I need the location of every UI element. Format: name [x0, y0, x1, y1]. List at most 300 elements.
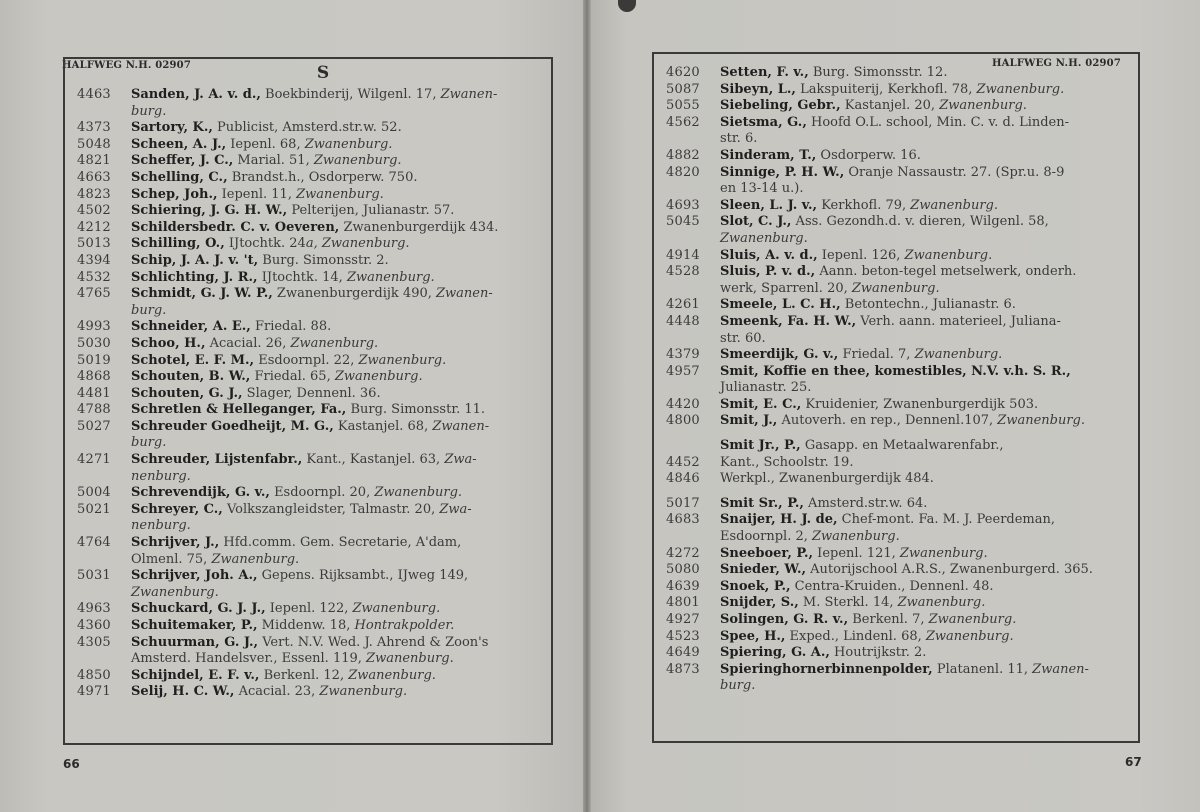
entry-continuation: [654, 181, 1138, 198]
entry-address: Friedal. 88.: [250, 319, 332, 335]
entry-address: Kastanjel. 68,: [333, 418, 433, 434]
directory-entry: [654, 198, 1138, 215]
phone-number: 4420: [666, 396, 700, 412]
directory-entry: [65, 170, 551, 187]
directory-entry: [65, 87, 551, 104]
entry-continuation: [65, 651, 551, 668]
entry-name: Sinnige, P. H. W.,: [720, 164, 845, 180]
phone-number: 4212: [77, 219, 111, 235]
entry-text: [720, 562, 1138, 579]
entry-continuation: [65, 469, 551, 486]
phone-number: 4788: [77, 402, 111, 418]
entry-place: Zwanen-: [436, 286, 493, 302]
continuation-text: Esdoornpl. 2,: [720, 529, 813, 545]
entry-name: Sietsma, G.,: [720, 114, 807, 130]
entry-name: Spee, H.,: [720, 628, 786, 644]
phone-number: 4764: [77, 535, 111, 551]
entry-name: Schmidt, G. J. W. P.,: [131, 286, 273, 302]
entry-text: [131, 170, 551, 187]
entry-text: [720, 438, 1138, 455]
entry-place: Zwanenburg.: [910, 197, 999, 213]
entry-text: [720, 595, 1138, 612]
entry-name: Smeerdijk, G. v.,: [720, 347, 839, 363]
entry-name: Schlichting, J. R.,: [131, 269, 258, 285]
entry-name: Schoo, H.,: [131, 335, 206, 351]
directory-entry: [654, 471, 1138, 488]
directory-entry: [654, 364, 1138, 381]
phone-number: 4394: [77, 252, 111, 268]
entry-address: Friedal. 7,: [838, 347, 915, 363]
entry-text: [720, 198, 1138, 215]
entry-name: Smit, Koffie en thee, komestibles, N.V. v.h. S. R.,: [720, 363, 1071, 379]
phone-number: 4765: [77, 286, 111, 302]
entry-text: [720, 579, 1138, 596]
entry-name: Scheffer, J. C.,: [131, 153, 234, 169]
entry-address: IJtochtk. 14,: [257, 269, 347, 285]
entry-text: [720, 612, 1138, 629]
entry-address: Esdoornpl. 22,: [254, 352, 359, 368]
entry-place: Zwanenburg.: [358, 352, 447, 368]
entry-name: Smeenk, Fa. H. W.,: [720, 313, 857, 329]
entry-place: Zwanenburg.: [313, 153, 402, 169]
entry-name: Schijndel, E. F. v.,: [131, 667, 260, 683]
entry-continuation: [65, 435, 551, 452]
entry-address: Pelterijen, Julianastr. 57.: [287, 203, 455, 219]
directory-entry: [65, 319, 551, 336]
entry-address: Volkszangleidster, Talmastr. 20,: [222, 501, 440, 517]
entry-name: Schrijver, J.,: [131, 535, 220, 551]
entry-text: [720, 314, 1138, 331]
continuation-place: nenburg.: [131, 518, 191, 534]
entry-text: [131, 153, 551, 170]
phone-number: 4305: [77, 634, 111, 650]
phone-number: 4562: [666, 114, 700, 130]
directory-entry: [65, 502, 551, 519]
entry-address: Kerkhofl. 79,: [817, 197, 911, 213]
continuation-text: Julianastr. 25.: [720, 380, 812, 396]
phone-number: 4649: [666, 645, 700, 661]
entry-text: [720, 98, 1138, 115]
entry-place: Zwanenburg.: [348, 667, 436, 683]
entry-name: Snieder, W.,: [720, 562, 806, 578]
entry-name: Siebeling, Gebr.,: [720, 98, 841, 114]
entry-name: Snaijer, H. J. de,: [720, 512, 838, 528]
entry-address: Kastanjel. 20,: [840, 98, 940, 114]
directory-entry: [65, 402, 551, 419]
entry-continuation: [654, 678, 1138, 695]
directory-entry: [654, 264, 1138, 281]
entry-text: [720, 471, 1138, 488]
entry-name: Schneider, A. E.,: [131, 319, 251, 335]
phone-number: 4663: [77, 169, 111, 185]
directory-entry: [65, 253, 551, 270]
directory-entry: [654, 347, 1138, 364]
entry-text: [131, 386, 551, 403]
entry-address: Verh. aann. materieel, Juliana-: [856, 313, 1061, 329]
entry-text: [131, 369, 551, 386]
entry-gap: [654, 488, 1138, 496]
entry-address: Iepenl. 68,: [226, 136, 305, 152]
continuation-place: Zwanenburg.: [720, 230, 808, 246]
continuation-place: Zwanenburg.: [812, 529, 900, 545]
directory-entry: [65, 187, 551, 204]
entry-place: Zwanenburg.: [334, 369, 423, 385]
directory-entry: [654, 595, 1138, 612]
entry-text: [720, 297, 1138, 314]
entry-list-left: [65, 87, 551, 701]
entry-name: Smit Sr., P.,: [720, 495, 804, 511]
phone-number: 4360: [77, 618, 111, 633]
entry-name: Schreuder Goedheijt, M. G.,: [131, 418, 334, 434]
directory-entry: [654, 455, 1138, 472]
entry-address: Osdorperw. 16.: [816, 147, 921, 163]
phone-number: 4800: [666, 413, 700, 429]
entry-address: Zwanenburgerdijk 434.: [339, 219, 499, 235]
entry-name: Schip, J. A. J. v. 't,: [131, 252, 259, 268]
directory-entry: [65, 684, 551, 701]
entry-address: Betontechn., Julianastr. 6.: [840, 297, 1016, 313]
entry-text: [131, 87, 551, 104]
directory-entry: [654, 115, 1138, 132]
entry-address: Iepenl. 122,: [265, 601, 353, 617]
phone-number: 4272: [666, 545, 700, 561]
entry-place: Zwanenburg.: [897, 595, 986, 611]
entry-address: Marial. 51,: [233, 153, 314, 169]
entry-name: Smit, E. C.,: [720, 396, 802, 412]
entry-place: Zwanenburg.: [296, 186, 384, 202]
entry-text: [720, 82, 1138, 99]
phone-number: 4620: [666, 65, 700, 80]
entry-place: Zwanenburg.: [290, 335, 379, 351]
directory-entry: [654, 165, 1138, 182]
continuation-place: Zwanenburg.: [851, 280, 940, 296]
entry-text: [131, 618, 551, 635]
entry-gap: [654, 430, 1138, 438]
entry-text: [131, 635, 551, 652]
continuation-text: Amsterd. Handelsver., Essenl. 119,: [131, 651, 367, 667]
entry-address: Burg. Simonsstr. 12.: [808, 65, 948, 80]
entry-continuation: [654, 131, 1138, 148]
entry-address: Acacial. 23,: [234, 684, 320, 700]
entry-text: [720, 364, 1138, 381]
entry-name: Schuurman, G. J.,: [131, 634, 259, 650]
entry-continuation: [65, 585, 551, 602]
entry-text: [720, 248, 1138, 265]
entry-address: Aann. beton-tegel metselwerk, onderh.: [815, 264, 1077, 280]
entry-text: [131, 668, 551, 685]
continuation-place: Zwanenburg.: [366, 651, 454, 667]
entry-place: Hontrakpolder.: [354, 618, 455, 633]
entry-text: [720, 546, 1138, 563]
entry-name: Smit, J.,: [720, 413, 778, 429]
directory-entry: [654, 629, 1138, 646]
entry-place: Zwanenburg.: [928, 612, 1017, 627]
phone-number: 4452: [666, 454, 700, 470]
entry-name: Smeele, L. C. H.,: [720, 297, 841, 313]
entry-name: Spieringhornerbinnenpolder,: [720, 661, 933, 677]
entry-text: [720, 264, 1138, 281]
entry-name: Snijder, S.,: [720, 595, 799, 611]
entry-address: Brandst.h., Osdorperw. 750.: [227, 169, 418, 185]
entry-name: Sinderam, T.,: [720, 147, 817, 163]
entry-name: Schildersbedr. C. v. Oeveren,: [131, 219, 340, 235]
directory-entry: [65, 286, 551, 303]
phone-number: 5004: [77, 485, 111, 501]
entry-place: Zwanenburg.: [904, 247, 993, 263]
entry-address: Lakspuiterij, Kerkhofl. 78,: [795, 81, 977, 97]
page-number-left: 66: [63, 757, 80, 771]
phone-number: 4927: [666, 612, 700, 627]
entry-name: Schiering, J. G. H. W.,: [131, 203, 288, 219]
entry-address: Hfd.comm. Gem. Secretarie, A'dam,: [219, 535, 462, 551]
phone-number: 5055: [666, 98, 700, 114]
entry-address: Zwanenburgerdijk 490,: [272, 286, 436, 302]
entry-address: Kant., Kastanjel. 63,: [302, 452, 445, 468]
entry-continuation: [654, 331, 1138, 348]
directory-entry: [65, 485, 551, 502]
continuation-place: burg.: [131, 435, 167, 451]
entry-address: Iepenl. 126,: [817, 247, 905, 263]
phone-number: 4502: [77, 203, 111, 219]
phone-number: 4801: [666, 595, 700, 611]
entry-place: Zwa-: [444, 452, 477, 468]
directory-entry: [654, 297, 1138, 314]
directory-entry: [654, 248, 1138, 265]
entry-address: Amsterd.str.w. 64.: [803, 495, 928, 511]
entry-text: [131, 253, 551, 270]
directory-entry: [654, 65, 1138, 82]
entry-place: Zwanenburg.: [925, 628, 1014, 644]
entry-address: Oranje Nassaustr. 27. (Spr.u. 8-9: [844, 164, 1065, 180]
directory-entry: [654, 438, 1138, 455]
entry-address: Kant., Schoolstr. 19.: [720, 454, 854, 470]
entry-name: Schuitemaker, P.,: [131, 618, 258, 633]
entry-text: [720, 496, 1138, 513]
continuation-text: str. 6.: [720, 131, 758, 147]
entry-address: Iepenl. 11,: [217, 186, 297, 202]
entry-name: Sibeyn, L.,: [720, 81, 796, 97]
entry-continuation: [65, 303, 551, 320]
directory-entry: [65, 270, 551, 287]
entry-name: Slot, C. J.,: [720, 214, 792, 230]
entry-name: Schilling, O.,: [131, 236, 225, 252]
phone-number: 4481: [77, 385, 111, 401]
entry-place: Zwanenburg.: [899, 545, 988, 561]
continuation-place: nenburg.: [131, 468, 191, 484]
directory-entry: [654, 148, 1138, 165]
directory-entry: [65, 568, 551, 585]
entry-address: Hoofd O.L. school, Min. C. v. d. Linden-: [806, 114, 1070, 130]
directory-entry: [65, 535, 551, 552]
entry-text: [131, 220, 551, 237]
directory-entry: [65, 137, 551, 154]
phone-number: 5087: [666, 81, 700, 97]
directory-entry: [65, 336, 551, 353]
phone-number: 5048: [77, 136, 111, 152]
entry-place: Zwanen-: [432, 418, 490, 434]
entry-continuation: [65, 552, 551, 569]
directory-entry: [65, 419, 551, 436]
page-number-right: 67: [1125, 755, 1142, 769]
entry-text: [131, 336, 551, 353]
entry-text: [131, 535, 551, 552]
directory-entry: [654, 397, 1138, 414]
phone-number: 5031: [77, 568, 111, 584]
entry-text: [131, 236, 551, 253]
phone-number: 5030: [77, 335, 111, 351]
directory-entry: [65, 236, 551, 253]
phone-number: 4963: [77, 601, 111, 617]
entry-place: Zwanenburg.: [319, 684, 408, 700]
phone-number: 5027: [77, 418, 111, 434]
entry-place: Zwanen-: [1032, 661, 1089, 677]
phone-number: 4846: [666, 471, 700, 487]
continuation-text: Olmenl. 75,: [131, 551, 212, 567]
entry-text: [720, 65, 1138, 82]
entry-address: IJtochtk. 24: [224, 236, 306, 252]
phone-number: 4820: [666, 164, 700, 180]
entry-place: Zwanenburg.: [939, 98, 1027, 114]
continuation-place: Zwanenburg.: [131, 584, 219, 600]
phone-number: 4993: [77, 319, 111, 335]
phone-number: 4957: [666, 363, 700, 379]
entry-text: [720, 413, 1138, 430]
entry-address: Middenw. 18,: [257, 618, 355, 633]
phone-number: 4379: [666, 347, 700, 363]
entry-place: Zwanenburg.: [374, 485, 463, 501]
entry-address: Chef-mont. Fa. M. J. Peerdeman,: [837, 512, 1056, 528]
entry-text: [131, 203, 551, 220]
phone-number: 4261: [666, 297, 700, 313]
phone-number: 4873: [666, 661, 700, 677]
phone-number: 5021: [77, 501, 111, 517]
entry-text: [131, 601, 551, 618]
entry-continuation: [654, 281, 1138, 298]
directory-entry: [65, 353, 551, 370]
entry-text: [131, 568, 551, 585]
continuation-place: Zwanenburg.: [211, 551, 300, 567]
continuation-place: burg.: [131, 302, 167, 318]
entry-place: Zwanenburg.: [346, 269, 435, 285]
phone-number: 4271: [77, 452, 111, 468]
directory-entry: [65, 618, 551, 635]
entry-text: [720, 115, 1138, 132]
entry-name: Sanden, J. A. v. d.,: [131, 87, 261, 102]
phone-number: 4448: [666, 313, 700, 329]
entry-address: Burg. Simonsstr. 2.: [258, 252, 389, 268]
entry-name: Schreyer, C.,: [131, 501, 223, 517]
entry-place: Zwanenburg.: [304, 136, 393, 152]
entry-text: [720, 165, 1138, 182]
entry-address: Iepenl. 121,: [813, 545, 900, 561]
left-page: [0, 0, 585, 812]
entry-text: [720, 512, 1138, 529]
section-letter: S: [316, 63, 330, 83]
entry-place: Zwanen-: [440, 87, 498, 102]
entry-text: [131, 137, 551, 154]
directory-entry: [654, 562, 1138, 579]
entry-text: [131, 485, 551, 502]
phone-number: 5013: [77, 236, 111, 252]
entry-text: [720, 347, 1138, 364]
phone-number: 4639: [666, 578, 700, 594]
directory-entry: [654, 512, 1138, 529]
continuation-place: burg.: [720, 678, 756, 694]
entry-name: Schrijver, Joh. A.,: [131, 568, 258, 584]
directory-box-right: [652, 52, 1140, 743]
entry-name: Schotel, E. F. M.,: [131, 352, 255, 368]
continuation-text: str. 60.: [720, 330, 766, 346]
phone-number: 4914: [666, 247, 700, 263]
entry-address: Ass. Gezondh.d. v. dieren, Wilgenl. 58,: [791, 214, 1049, 230]
entry-name: Schelling, C.,: [131, 169, 228, 185]
directory-entry: [65, 386, 551, 403]
continuation-place: burg.: [131, 103, 167, 119]
entry-address: Slager, Dennenl. 36.: [242, 385, 381, 401]
directory-entry: [654, 645, 1138, 662]
phone-number: 4683: [666, 512, 700, 528]
entry-address: Friedal. 65,: [250, 369, 335, 385]
directory-entry: [65, 452, 551, 469]
entry-text: [131, 120, 551, 137]
directory-entry: [65, 369, 551, 386]
phone-number: 4532: [77, 269, 111, 285]
phone-number: 4463: [77, 87, 111, 102]
entry-continuation: [654, 380, 1138, 397]
entry-address: Centra-Kruiden., Dennenl. 48.: [790, 578, 994, 594]
entry-name: Schrevendijk, G. v.,: [131, 485, 270, 501]
entry-text: [720, 214, 1138, 231]
entry-address: Gasapp. en Metaalwarenfabr.,: [800, 438, 1004, 454]
entry-address: Acacial. 26,: [205, 335, 291, 351]
entry-address: Kruidenier, Zwanenburgerdijk 503.: [801, 396, 1039, 412]
entry-text: [720, 645, 1138, 662]
entry-place: Zwa-: [439, 501, 472, 517]
entry-continuation: [654, 231, 1138, 248]
entry-continuation: [654, 529, 1138, 546]
entry-address: Vert. N.V. Wed. J. Ahrend & Zoon's: [258, 634, 489, 650]
entry-name: Sneeboer, P.,: [720, 545, 814, 561]
directory-box-left: [63, 57, 553, 745]
entry-continuation: [65, 104, 551, 121]
directory-entry: [65, 635, 551, 652]
entry-text: [131, 452, 551, 469]
running-head-right: HALFWEG N.H. 02907: [992, 58, 1121, 69]
entry-name: Setten, F. v.,: [720, 65, 809, 80]
entry-name: Scheen, A. J.,: [131, 136, 227, 152]
entry-name: Sartory, K.,: [131, 120, 213, 136]
phone-number: 4693: [666, 197, 700, 213]
entry-address: Berkenl. 7,: [848, 612, 929, 627]
entry-address: Burg. Simonsstr. 11.: [346, 402, 486, 418]
entry-address: Werkpl., Zwanenburgerdijk 484.: [720, 471, 934, 487]
entry-text: [131, 319, 551, 336]
directory-entry: [65, 668, 551, 685]
entry-name: Solingen, G. R. v.,: [720, 612, 849, 627]
directory-entry: [654, 546, 1138, 563]
entry-name: Snoek, P.,: [720, 578, 791, 594]
entry-text: [720, 455, 1138, 472]
directory-entry: [65, 220, 551, 237]
entry-place: Zwanenburg.: [976, 81, 1065, 97]
entry-name: Selij, H. C. W.,: [131, 684, 235, 700]
phone-number: 5019: [77, 352, 111, 368]
entry-address: Exped., Lindenl. 68,: [785, 628, 926, 644]
entry-address: Platanenl. 11,: [932, 661, 1033, 677]
entry-address: Esdoornpl. 20,: [269, 485, 375, 501]
continuation-text: en 13-14 u.).: [720, 181, 804, 197]
entry-text: [720, 662, 1138, 679]
